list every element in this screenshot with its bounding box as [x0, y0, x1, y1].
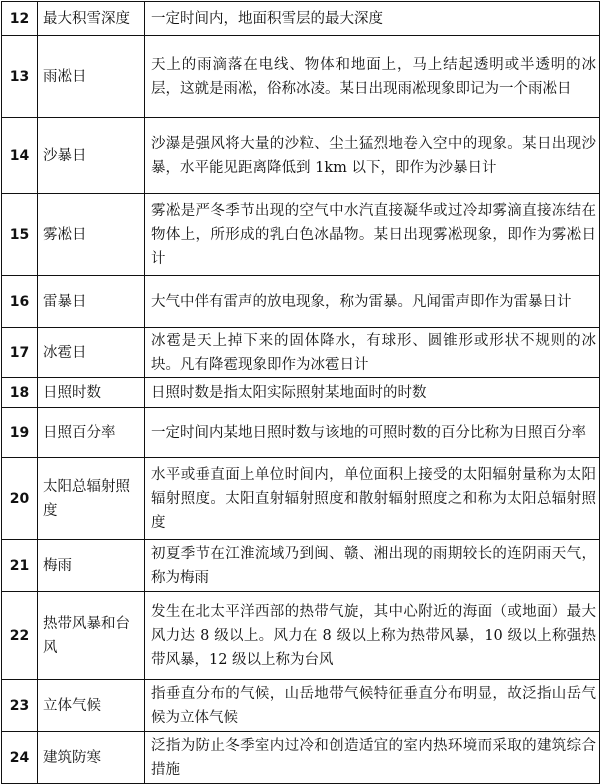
row-number: 17 [2, 328, 38, 378]
table-row [2, 36, 600, 118]
term-name: 最大积雪深度 [38, 2, 145, 36]
term-name: 雾凇日 [38, 194, 145, 276]
row-number: 22 [2, 592, 38, 680]
term-name: 太阳总辐射照度 [38, 458, 145, 540]
term-definition: 沙瀑是强风将大量的沙粒、尘土猛烈地卷入空中的现象。某日出现沙暴，水平能见距离降低到 1km 以下，即作为沙暴日计 [145, 118, 600, 194]
row-number: 12 [2, 2, 38, 36]
table-row [2, 378, 600, 408]
term-definition: 指垂直分布的气候，山岳地带气候特征垂直分布明显，故泛指山岳气候为立体气候 [145, 680, 600, 732]
term-name: 日照时数 [38, 378, 145, 408]
table-row [2, 680, 600, 732]
term-name: 梅雨 [38, 540, 145, 592]
row-number: 13 [2, 36, 38, 118]
term-definition: 初夏季节在江淮流域乃到闽、赣、湘出现的雨期较长的连阴雨天气，称为梅雨 [145, 540, 600, 592]
row-number: 16 [2, 276, 38, 328]
row-number: 14 [2, 118, 38, 194]
climate-terms-table [1, 1, 600, 784]
table-row [2, 194, 600, 276]
row-number: 21 [2, 540, 38, 592]
row-number: 19 [2, 408, 38, 458]
term-name: 冰雹日 [38, 328, 145, 378]
table-row [2, 458, 600, 540]
table-row [2, 2, 600, 36]
table-row [2, 328, 600, 378]
row-number: 20 [2, 458, 38, 540]
row-number: 18 [2, 378, 38, 408]
term-name: 热带风暴和台风 [38, 592, 145, 680]
row-number: 23 [2, 680, 38, 732]
term-name: 雷暴日 [38, 276, 145, 328]
term-name: 沙暴日 [38, 118, 145, 194]
term-name: 建筑防寒 [38, 732, 145, 784]
term-name: 日照百分率 [38, 408, 145, 458]
term-definition: 雾凇是严冬季节出现的空气中水汽直接凝华或过冷却雾滴直接冻结在物体上，所形成的乳白色冰晶物。某日出现雾凇现象，即作为雾凇日计 [145, 194, 600, 276]
row-number: 15 [2, 194, 38, 276]
table-row [2, 118, 600, 194]
term-definition: 泛指为防止冬季室内过冷和创造适宜的室内热环境而采取的建筑综合措施 [145, 732, 600, 784]
table-row [2, 732, 600, 784]
term-definition: 日照时数是指太阳实际照射某地面时的时数 [145, 378, 600, 408]
term-definition: 大气中伴有雷声的放电现象，称为雷暴。凡闻雷声即作为雷暴日计 [145, 276, 600, 328]
table-row [2, 540, 600, 592]
term-definition: 冰雹是天上掉下来的固体降水，有球形、圆锥形或形状不规则的冰块。凡有降雹现象即作为冰雹日计 [145, 328, 600, 378]
term-definition: 发生在北太平洋西部的热带气旋，其中心附近的海面（或地面）最大风力达 8 级以上。风力在 8 级以上称为热带风暴，10 级以上称强热带风暴，12 级以上称为台风 [145, 592, 600, 680]
term-name: 雨凇日 [38, 36, 145, 118]
table-row [2, 408, 600, 458]
row-number: 24 [2, 732, 38, 784]
term-name: 立体气候 [38, 680, 145, 732]
term-definition: 一定时间内，地面积雪层的最大深度 [145, 2, 600, 36]
term-definition: 一定时间内某地日照时数与该地的可照时数的百分比称为日照百分率 [145, 408, 600, 458]
table-row [2, 592, 600, 680]
term-definition: 天上的雨滴落在电线、物体和地面上，马上结起透明或半透明的冰层，这就是雨凇，俗称冰凌。某日出现雨凇现象即记为一个雨凇日 [145, 36, 600, 118]
term-definition: 水平或垂直面上单位时间内，单位面积上接受的太阳辐射量称为太阳辐射照度。太阳直射辐射照度和散射辐射照度之和称为太阳总辐射照度 [145, 458, 600, 540]
table-row [2, 276, 600, 328]
